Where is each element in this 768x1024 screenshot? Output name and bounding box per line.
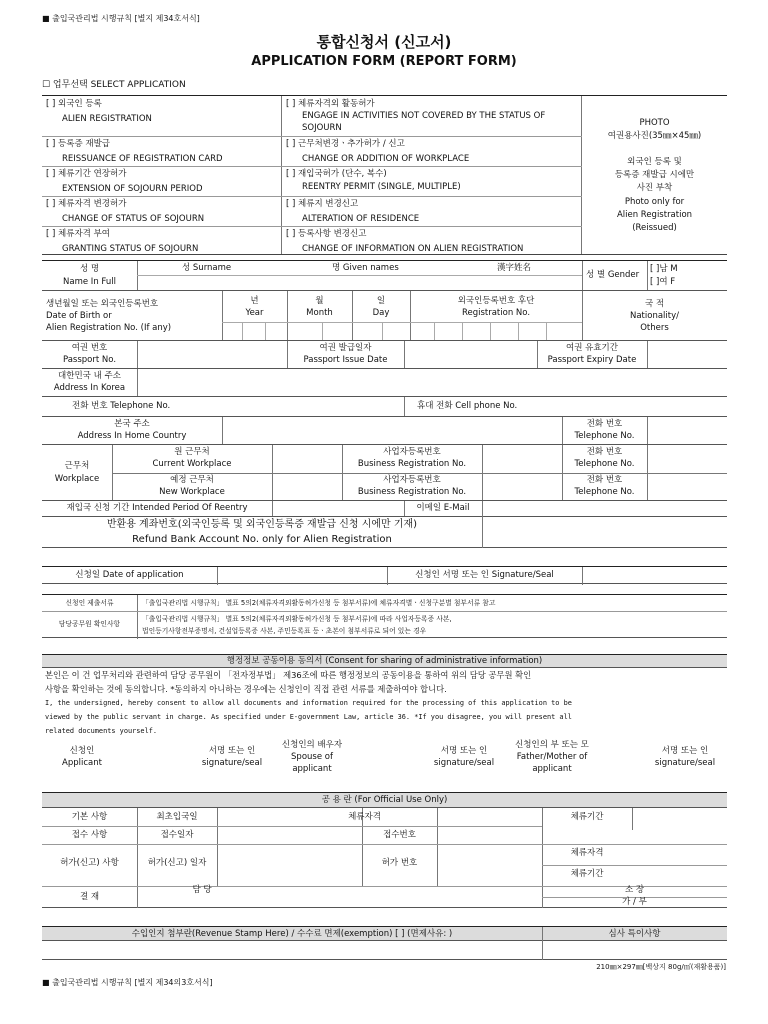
biz-reg-label-en-2: Business Registration No. [357,487,467,497]
form-reference-top: ■ 출입국관리법 시행규칙 [별지 제34호서식] [42,14,200,23]
receipt-label: 접수 사항 [71,830,108,840]
surname-label: 성 Surname [182,263,232,273]
cell-phone-input[interactable] [542,397,727,417]
month-label-kr: 월 [315,296,324,306]
passport-no-label-kr: 여권 번호 [71,343,108,353]
permit-label: 허가(신고) 사항 [60,858,119,868]
issue-date-label-en: Passport Issue Date [303,355,388,365]
name-label-kr: 성 명 [79,264,100,274]
permit-status-label: 체류자격 [570,848,604,858]
first-entry-label: 최초입국일 [156,812,198,822]
application-selection-table: [ ] 외국인 등록 ALIEN REGISTRATION [ ] 등록증 재발급 REISSUANCE OF REGISTRATION CARD [ ] 체류기간 연장허가 EXTENSION OF SOJOURN PERIOD [ ] 체류자격 변경허가 CHANGE OF STATUS OF SOJOURN [ ] 체류자격 부여 GRANTING STATUS OF SOJOURN [ ] 체류자격외 활동허가 ENGAGE IN ACTIVITIES NOT COVERED BY THE STATUS OF SOJOURN [ ] 근무처변경ㆍ추가허가 / 신고 CHANGE OR ADDITION OF WORKPLACE [ ] 재입국허가 (단수, 복수) REENTRY PERMIT (SINGLE, MULTIPLE) [ ] 체류지 변경신고 ALTERATION OF RESIDENCE [ ] 등록사항 변경신고 CHANGE OF INFORMATION ON ALIEN REGISTRATION PHOTO 여권용사진(35㎜×45㎜) 외국인 등록 및 등록증 재발급 시에만 사진 부착 Photo only for Alien Registration (Reissued) [42,95,727,255]
biz-reg-input[interactable] [482,445,562,501]
status-label: 체류자격 [348,812,381,822]
biz-reg-label-kr-2: 사업자등록번호 [383,475,441,485]
application-date-input[interactable] [217,567,387,585]
documents-table [42,594,727,638]
nationality-label-kr: 국 적 [644,299,665,309]
date-signature-row [42,566,727,584]
dob-label-en1: Date of Birth or [46,311,112,321]
title-english: APPLICATION FORM (REPORT FORM) [251,54,517,69]
dob-label-kr: 생년월일 또는 외국인등록번호 [46,299,159,309]
dob-label-en2: Alien Registration No. (If any) [46,323,172,333]
address-korea-label-en: Address In Korea [53,383,126,393]
consent-spouse-sign-en[interactable]: signature/seal [433,758,495,768]
consent-parent-sign-en[interactable]: signature/seal [654,758,716,768]
signature-field[interactable] [582,567,727,585]
form-reference-bottom: ■ 출입국관리법 시행규칙 [별지 제34의3호서식] [42,978,213,987]
chief-label: 소 장 [624,885,645,895]
title-korean: 통합신청서 (신고서) [316,33,452,51]
dob-digit-boxes[interactable] [222,323,582,340]
email-input[interactable] [482,501,727,517]
address-korea-input[interactable] [137,369,727,397]
work-tel-label-en: Telephone No. [574,459,635,469]
consent-signatures [42,738,727,778]
submit-docs-label: 신청인 제출서류 [65,599,114,607]
consent-applicant-en: Applicant [62,758,102,768]
consent-spouse-kr: 신청인의 배우자 [281,740,343,750]
day-label-en: Day [372,308,390,318]
refund-account-input[interactable] [482,516,727,548]
select-application-label: ☐ 업무선택 SELECT APPLICATION [42,80,186,90]
consent-parent-kr: 신청인의 부 또는 모 [515,740,589,750]
paper-spec: 210㎜×297㎜[백상지 80g/㎡(재활용품)] [596,963,726,971]
decision-label: 결 재 [79,892,100,902]
approval-yes-no[interactable]: 가 / 부 [622,897,647,907]
consent-applicant-sign-en[interactable]: signature/seal [201,758,263,768]
issue-date-label-kr: 여권 발급일자 [319,343,372,353]
expiry-date-input[interactable] [647,341,727,369]
consent-parent-sign-kr[interactable]: 서명 또는 인 [661,746,709,756]
consent-text-en1: I, the undersigned, hereby consent to allow all documents and information required for the processing of this application to be [45,699,572,707]
consent-spouse-en2: applicant [292,764,332,774]
reentry-period-label: 재입국 신청 기간 Intended Period Of Reentry [66,503,248,513]
name-input[interactable] [137,276,582,290]
passport-no-label-en: Passport No. [62,355,117,365]
home-address-label-en: Address In Home Country [77,431,187,441]
workplace-name-input[interactable] [272,445,342,501]
consent-header: 행정정보 공동이용 동의서 (Consent for sharing of administrative information) [42,654,727,668]
consent-text-en2: viewed by the public servant in charge. As specified under E-government Law, article 36. *If you disagree, you will present all [45,713,572,721]
official-check-text1: 「출입국관리법 시행규칙」 별표 5의2(체류자격외활동허가신청 등 첨부서류)에 따라 사업자등록증 사본, [142,615,452,623]
issue-date-input[interactable] [404,341,537,369]
basic-info-label: 기본 사항 [71,812,108,822]
consent-applicant-kr: 신청인 [69,746,95,756]
home-tel-label-en: Telephone No. [574,431,635,441]
current-workplace-label-en: Current Workplace [152,459,232,469]
name-label-en: Name In Full [63,277,116,287]
home-address-input[interactable] [222,417,562,445]
review-notes-label: 심사 특이사항 [608,929,661,939]
official-use-table [42,808,727,908]
work-tel-label-kr-2: 전화 번호 [586,475,623,485]
telephone-input[interactable] [217,397,402,417]
month-label-en: Month [306,308,333,318]
year-label-en: Year [245,308,264,318]
nationality-label-en1: Nationality/ [629,311,679,321]
regno-label-en: Registration No. [461,308,531,318]
consent-parent-en2: applicant [532,764,572,774]
gender-label: 성 별 Gender [586,270,640,280]
consent-text-en3: related documents yourself. [45,727,158,735]
biz-reg-label-en: Business Registration No. [357,459,467,469]
official-use-header: 공 용 란 (For Official Use Only) [42,792,727,808]
day-label-kr: 일 [376,296,386,306]
personal-info-table [42,260,727,520]
expiry-date-label-en: Passport Expiry Date [547,355,637,365]
permit-period-label: 체류기간 [570,869,604,879]
application-date-label: 신청일 Date of application [75,570,184,580]
consent-text-kr2: 사항을 확인하는 것에 동의합니다. *동의하지 아니하는 경우에는 신청인이 직접 관련 서류를 제출하여야 합니다. [45,684,447,694]
biz-reg-label-kr: 사업자등록번호 [383,447,441,457]
current-workplace-label-kr: 원 근무처 [174,447,210,457]
email-label: 이메일 E-Mail [416,503,470,513]
expiry-date-label-kr: 여권 유효기간 [566,343,618,353]
refund-label-en: Refund Bank Account No. only for Alien Registration [132,534,392,545]
period-label: 체류기간 [570,812,604,822]
submit-docs-text: 「출입국관리법 시행규칙」 별표 5의2(체류자격외활동허가신청 등 첨부서류)에 체류자격별ㆍ신청구분별 첨부서류 참고 [142,599,496,607]
home-address-label-kr: 본국 주소 [114,419,150,429]
work-tel-input[interactable] [647,445,727,501]
consent-spouse-sign-kr[interactable]: 서명 또는 인 [440,746,488,756]
new-workplace-label-en: New Workplace [159,487,225,497]
permit-date-label: 허가(신고) 일자 [147,858,207,868]
workplace-label-kr: 근무처 [64,461,90,471]
hanja-name-label: 漢字姓名 [497,263,532,273]
workplace-label-en: Workplace [54,474,100,484]
nationality-label-en2: Others [640,323,669,333]
consent-parent-en1: Father/Mother of [516,752,588,762]
home-tel-label-kr: 전화 번호 [586,419,623,429]
receipt-no-label: 접수번호 [383,830,416,840]
work-tel-label-en-2: Telephone No. [574,487,635,497]
refund-account-row [42,516,727,548]
consent-applicant-sign-kr[interactable]: 서명 또는 인 [208,746,256,756]
stamp-row [42,926,727,941]
cell-phone-label: 휴대 전화 Cell phone No. [417,401,518,411]
revenue-stamp-label: 수입인지 첨부란(Revenue Stamp Here) / 수수료 면제(exemption) [ ] (면제사유: ) [131,929,453,939]
regno-label-kr: 외국인등록번호 후단 [457,296,535,306]
consent-spouse-en1: Spouse of [291,752,333,762]
stamp-area[interactable] [42,941,727,960]
signature-label: 신청인 서명 또는 인 Signature/Seal [415,570,554,580]
gender-female-checkbox[interactable]: [ ]여 F [650,277,676,287]
given-names-label: 명 Given names [332,263,399,273]
in-charge-label: 담 당 [192,885,212,895]
consent-text-kr1: 본인은 이 건 업무처리와 관련하여 담당 공무원이 「전자정부법」 제36조에 따른 행정정보의 공동이용을 통하여 위의 담당 공무원 확인 [45,670,532,680]
passport-no-input[interactable] [137,341,287,369]
year-label-kr: 년 [250,296,259,306]
official-check-text2: 법인등기사항전부증명서, 건설업등록증 사본, 주민등록표 등ㆍ초본이 첨부서류로 되어 있는 경우 [142,627,427,635]
permit-no-label: 허가 번호 [381,858,418,868]
new-workplace-label-kr: 예정 근무처 [170,475,214,485]
official-check-label: 담당공무원 확인사항 [58,620,121,628]
address-korea-label-kr: 대한민국 내 주소 [58,371,121,381]
gender-male-checkbox[interactable]: [ ]남 M [650,264,678,274]
telephone-label: 전화 번호 Telephone No. [72,401,171,411]
work-tel-label-kr: 전화 번호 [586,447,623,457]
refund-label-kr: 반환용 계좌번호(외국인등록 및 외국인등록증 재발급 신청 시에만 기재) [106,519,418,530]
home-tel-input[interactable] [647,417,727,445]
reentry-period-input[interactable] [272,501,404,517]
receipt-date-label: 접수일자 [160,830,194,840]
